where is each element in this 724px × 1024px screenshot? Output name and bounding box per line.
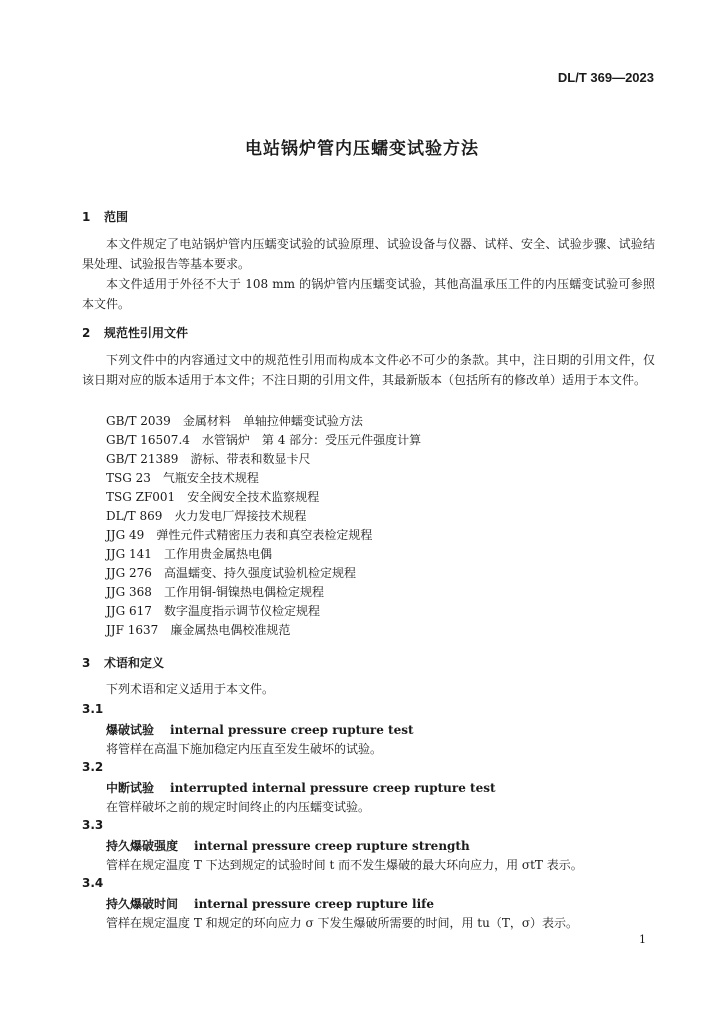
section-2-heading [82,324,188,341]
term-en: internal pressure creep rupture life [194,897,434,911]
reference-title: 火力发电厂焊接技术规程 [174,509,307,523]
section-number: 2 [82,326,91,340]
section-2-intro: 下列文件中的内容通过文中的规范性引用而构成本文件必不可少的条款。其中，注日期的引用文件，仅该日期对应的版本适用于本文件；不注日期的引用文件，其最新版本（包括所有的修改单）适用于本文件。 [82,353,655,387]
term-zh: 中断试验 [106,781,155,795]
reference-title: 数字温度指示调节仪检定规程 [163,604,320,618]
term-definition: 管样在规定温度 T 下达到规定的试验时间 t 而不发生爆破的最大环向应力，用 σtT 表示。 [106,858,583,872]
reference-item [106,526,372,543]
reference-title: 高温蠕变、持久强度试验机检定规程 [163,566,356,580]
reference-item [106,488,319,505]
reference-item [106,469,259,486]
reference-code: JJG 49 [106,528,145,542]
section-1-paragraph-1: 本文件规定了电站锅炉管内压蠕变试验的试验原理、试验设备与仪器、试样、安全、试验步骤、试验结果处理、试验报告等基本要求。 [82,237,655,271]
term-heading [106,837,470,854]
reference-title: 工作用铜-铜镍热电偶检定规程 [163,585,325,599]
section-number: 3 [82,656,91,670]
reference-item [106,507,306,524]
term-heading [106,721,414,738]
section-1-heading [82,208,128,225]
term-number: 3.3 [82,818,104,832]
section-title: 术语和定义 [104,656,165,670]
reference-code: TSG 23 [106,471,151,485]
term-zh: 爆破试验 [106,723,155,737]
reference-code: JJG 141 [106,547,152,561]
reference-code: TSG ZF001 [106,490,176,504]
reference-title: 弹性元件式精密压力表和真空表检定规程 [156,528,373,542]
reference-title: 安全阀安全技术监察规程 [187,490,320,504]
term-definition: 管样在规定温度 T 和规定的环向应力 σ 下发生爆破所需要的时间，用 tu（T，σ）表示。 [106,916,579,930]
term-zh: 持久爆破时间 [106,897,179,911]
reference-item [106,583,324,600]
reference-item [106,412,363,429]
term-definition: 将管样在高温下施加稳定内压直至发生破坏的试验。 [106,742,383,756]
section-title: 范围 [104,210,129,224]
reference-code: DL/T 869 [106,509,163,523]
term-en: interrupted internal pressure creep rupture test [170,781,496,795]
term-en: internal pressure creep rupture test [170,723,414,737]
reference-title: 金属材料 单轴拉伸蠕变试验方法 [182,414,363,428]
term-heading [106,895,434,912]
reference-code: GB/T 21389 [106,452,179,466]
reference-code: JJF 1637 [106,623,159,637]
section-3-heading [82,654,164,671]
term-number: 3.1 [82,702,104,716]
page-number: 1 [639,933,646,946]
term-number: 3.4 [82,876,104,890]
reference-item [106,450,310,467]
reference-code: GB/T 16507.4 [106,433,190,447]
reference-title: 廉金属热电偶校准规范 [170,623,291,637]
term-en: internal pressure creep rupture strength [194,839,470,853]
reference-code: JJG 368 [106,585,152,599]
term-heading [106,779,496,796]
reference-title: 工作用贵金属热电偶 [163,547,272,561]
reference-code: JJG 617 [106,604,152,618]
reference-title: 游标、带表和数显卡尺 [190,452,311,466]
reference-item [106,621,290,638]
reference-item [106,545,272,562]
term-zh: 持久爆破强度 [106,839,179,853]
reference-item [106,564,356,581]
reference-item [106,602,320,619]
reference-title: 水管锅炉 第 4 部分：受压元件强度计算 [201,433,422,447]
section-title: 规范性引用文件 [104,326,189,340]
section-3-intro: 下列术语和定义适用于本文件。 [106,682,275,696]
section-number: 1 [82,210,91,224]
reference-code: JJG 276 [106,566,152,580]
section-1-paragraph-2: 本文件适用于外径不大于 108 mm 的锅炉管内压蠕变试验，其他高温承压工件的内压蠕变试验可参照本文件。 [82,277,655,311]
standard-code: DL/T 369—2023 [557,70,654,85]
reference-title: 气瓶安全技术规程 [162,471,259,485]
reference-item [106,431,421,448]
document-title: 电站锅炉管内压蠕变试验方法 [245,139,479,159]
term-definition: 在管样破坏之前的规定时间终止的内压蠕变试验。 [106,800,371,814]
reference-code: GB/T 2039 [106,414,171,428]
term-number: 3.2 [82,760,104,774]
